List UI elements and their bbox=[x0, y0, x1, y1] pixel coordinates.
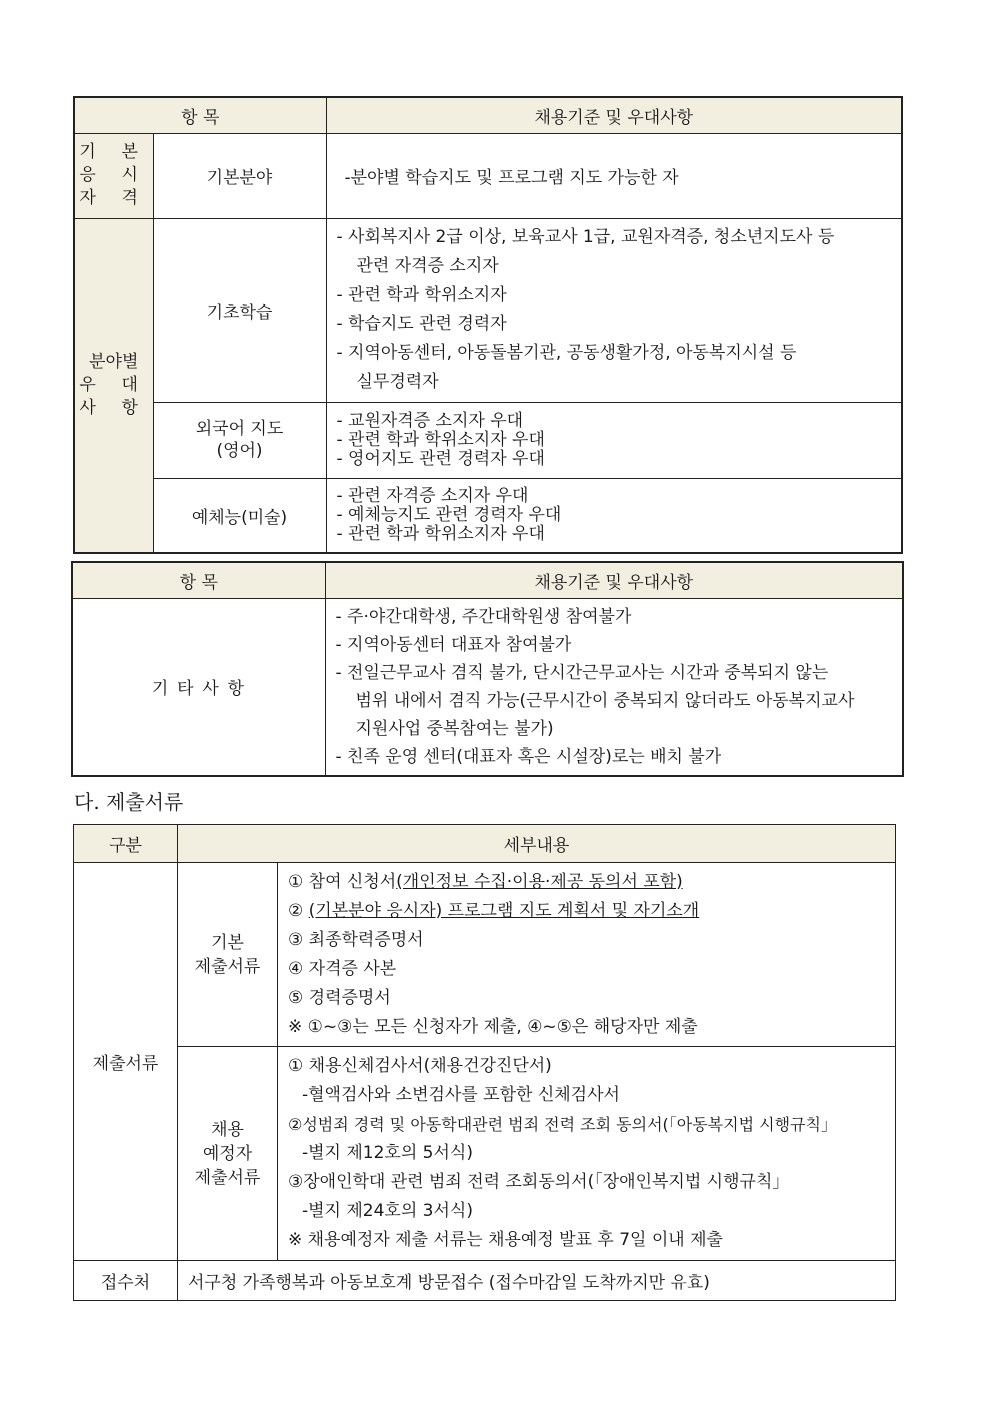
other-items-label: 기 타 사 항 bbox=[72, 598, 325, 776]
header-criteria: 채용기준 및 우대사항 bbox=[326, 97, 902, 133]
basic-field: 기본분야 bbox=[153, 133, 326, 218]
section-title: 다. 제출서류 bbox=[74, 790, 184, 814]
preferred-category: 분야별 우 대 사 항 bbox=[74, 218, 153, 553]
expected-documents-list: ① 채용신체검사서(채용건강진단서) -혈액검사와 소변검사를 포함한 신체검사서 ②성범죄 경력 및 아동학대관련 범죄 전력 조회 동의서(「아동복지법 시행규칙」 -별지 제12호의 5서식) ③장애인학대 관련 범죄 전력 조회동의서(「장애인복지법 시행규칙」 -별지 제24호의 3서식) ※ 채용예정자 제출 서류는 채용예정 발표 후 7일 이내 제출 bbox=[278, 1047, 896, 1261]
reception-label: 접수처 bbox=[74, 1261, 178, 1301]
arts-desc: - 관련 자격증 소지자 우대 - 예체능지도 관련 경력자 우대 - 관련 학과 학위소지자 우대 bbox=[326, 478, 902, 553]
doc-item: ① 참여 신청서(개인정보 수집‧이용‧제공 동의서 포함) bbox=[288, 871, 683, 892]
field-foreign-language: 외국어 지도 (영어) bbox=[153, 402, 326, 478]
expected-documents-label: 채용 예정자 제출서류 bbox=[178, 1047, 278, 1261]
header-item: 항 목 bbox=[72, 562, 325, 598]
header-details: 세부내용 bbox=[178, 825, 896, 863]
header-item: 항 목 bbox=[74, 97, 326, 133]
doc-note: ※ ①~③는 모든 신청자가 제출, ④~⑤은 해당자만 제출 bbox=[288, 1016, 698, 1037]
doc-item: ② (기본분야 응시자) 프로그램 지도 계획서 및 자기소개 bbox=[288, 900, 700, 921]
foreign-language-desc: - 교원자격증 소지자 우대 - 관련 학과 학위소지자 우대 - 영어지도 관련 경력자 우대 bbox=[326, 402, 902, 478]
other-items-table bbox=[71, 561, 904, 777]
basic-learning-desc: - 사회복지사 2급 이상, 보육교사 1급, 교원자격증, 청소년지도사 등 관련 자격증 소지자 - 관련 학과 학위소지자 - 학습지도 관련 경력자 - 지역아동센터, 아동돌봄기관, 공동생활가정, 아동복지시설 등 실무경력자 bbox=[326, 218, 902, 402]
documents-group-label: 제출서류 bbox=[74, 863, 178, 1261]
header-criteria: 채용기준 및 우대사항 bbox=[325, 562, 903, 598]
qualification-table bbox=[73, 96, 903, 554]
basic-field-desc: -분야별 학습지도 및 프로그램 지도 가능한 자 bbox=[326, 133, 902, 218]
header-category: 구분 bbox=[74, 825, 178, 863]
other-items-desc: - 주‧야간대학생, 주간대학원생 참여불가 - 지역아동센터 대표자 참여불가 - 전일근무교사 겸직 불가, 단시간근무교사는 시간과 중복되지 않는 범위 내에서 겸직 가능(근무시간이 중복되지 않더라도 아동복지교사 지원사업 중복참여는 불가) - 친족 운영 센터(대표자 혹은 시설장)로는 배치 불가 bbox=[325, 598, 903, 776]
basic-documents-label: 기본 제출서류 bbox=[178, 863, 278, 1047]
doc-item: ④ 자격증 사본 bbox=[288, 958, 397, 979]
reception-value: 서구청 가족행복과 아동보호계 방문접수 (접수마감일 도착까지만 유효) bbox=[178, 1261, 896, 1301]
documents-table bbox=[73, 824, 896, 1301]
doc-item: ③ 최종학력증명서 bbox=[288, 929, 424, 950]
field-arts: 예체능(미술) bbox=[153, 478, 326, 553]
basic-qualification-category: 기 본 응 시 자 격 bbox=[74, 133, 153, 218]
field-basic-learning: 기초학습 bbox=[153, 218, 326, 402]
basic-documents-list bbox=[278, 863, 896, 1047]
doc-item: ⑤ 경력증명서 bbox=[288, 987, 391, 1008]
